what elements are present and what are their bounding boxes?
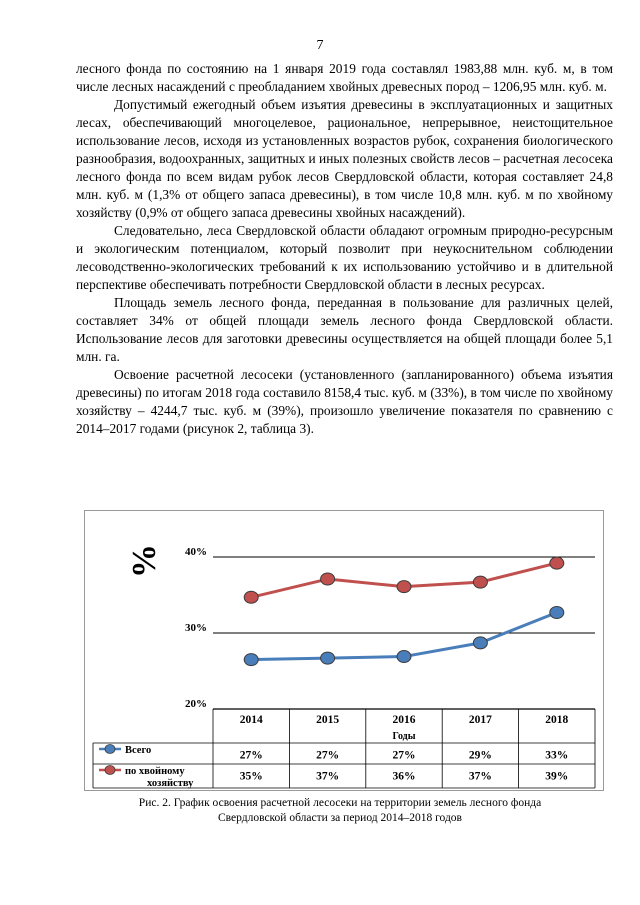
data-point (244, 654, 258, 666)
page-number: 7 (316, 38, 324, 53)
caption-line-2: Свердловской области за период 2014–2018 годов (218, 812, 462, 824)
data-point (550, 606, 564, 618)
legend-marker (105, 766, 115, 775)
paragraph-1: лесного фонда по состоянию на 1 января 2019 года составлял 1983,88 млн. куб. м, в том числе лесных насаждений с преобладанием хвойных древесных пород – 1206,95 млн. куб. м. (76, 61, 613, 94)
figure-chart (84, 510, 604, 791)
table-value: 29% (468, 749, 492, 762)
table-value: 37% (468, 770, 492, 783)
legend-marker (105, 745, 115, 754)
body-text (76, 60, 613, 438)
table-value: 33% (545, 749, 569, 762)
data-point (397, 581, 411, 593)
y-axis-label: % (125, 544, 163, 578)
table-value: 37% (316, 770, 340, 783)
x-tick-label: 2014 (239, 714, 263, 726)
table-value: 39% (545, 770, 569, 783)
data-point (550, 557, 564, 569)
paragraph-3: Следовательно, леса Свердловской области обладают огромным природно-ресурсным и экологическим потенциалом, который позволит при неукоснительном соблюдении лесоводственно-экологических требований к их использованию устойчиво и в длительной перспективе обеспечивать потребности Свердловской области в лесных ресурсах. (76, 223, 613, 292)
table-value: 36% (392, 770, 416, 783)
paragraph-5: Освоение расчетной лесосеки (установленного (запланированного) объема изъятия древесины) по итогам 2018 года составило 8158,4 тыс. куб. м (33%), в том числе по хвойному хозяйству – 4244,7 тыс. куб. м (39%), произошло увеличение показателя по сравнению с 2014–2017 годами (рисунок 2, таблица 3). (76, 367, 613, 436)
data-point (473, 576, 487, 588)
data-point (473, 637, 487, 649)
table-value: 27% (316, 749, 340, 762)
table-value: 27% (239, 749, 263, 762)
y-tick-label: 30% (185, 622, 207, 634)
caption-line-1: Рис. 2. График освоения расчетной лесосеки на территории земель лесного фонда (138, 797, 542, 809)
x-tick-label: 2017 (468, 714, 492, 726)
y-tick-label: 20% (185, 698, 207, 710)
legend-label: Всего (125, 745, 152, 756)
x-axis-label: Годы (392, 731, 416, 742)
x-tick-label: 2015 (316, 714, 340, 726)
y-tick-label: 40% (185, 546, 207, 558)
figure-caption (100, 796, 580, 826)
chart-svg (85, 511, 603, 790)
data-point (321, 573, 335, 585)
legend-label: по хвойному хозяйству (125, 766, 194, 789)
data-point (397, 651, 411, 663)
table-value: 35% (239, 770, 263, 783)
x-tick-label: 2016 (392, 714, 416, 726)
table-value: 27% (392, 749, 416, 762)
data-point (244, 591, 258, 603)
data-point (321, 652, 335, 664)
paragraph-2: Допустимый ежегодный объем изъятия древесины в эксплуатационных и защитных лесах, обеспечивающий многоцелевое, рациональное, непрерывное, неистощительное использование лесов, исходя из установленных возрастов рубок, сохранения биологического разнообразия, водоохранных, защитных и иных полезных свойств лесов – расчетная лесосека лесного фонда по всем видам рубок лесов Свердловской области, которая составляет 24,8 млн. куб. м (1,3% от общего запаса древесины), в том числе 10,8 млн. куб. м по хвойному хозяйству (0,9% от общего запаса древесины хвойных насаждений). (76, 97, 613, 220)
x-tick-label: 2018 (545, 714, 569, 726)
paragraph-4: Площадь земель лесного фонда, переданная в пользование для различных целей, составляет 34% от общей площади земель лесного фонда Свердловской области. Использование лесов для заготовки древесины осуществляется на общей площади более 5,1 млн. га. (76, 295, 613, 364)
